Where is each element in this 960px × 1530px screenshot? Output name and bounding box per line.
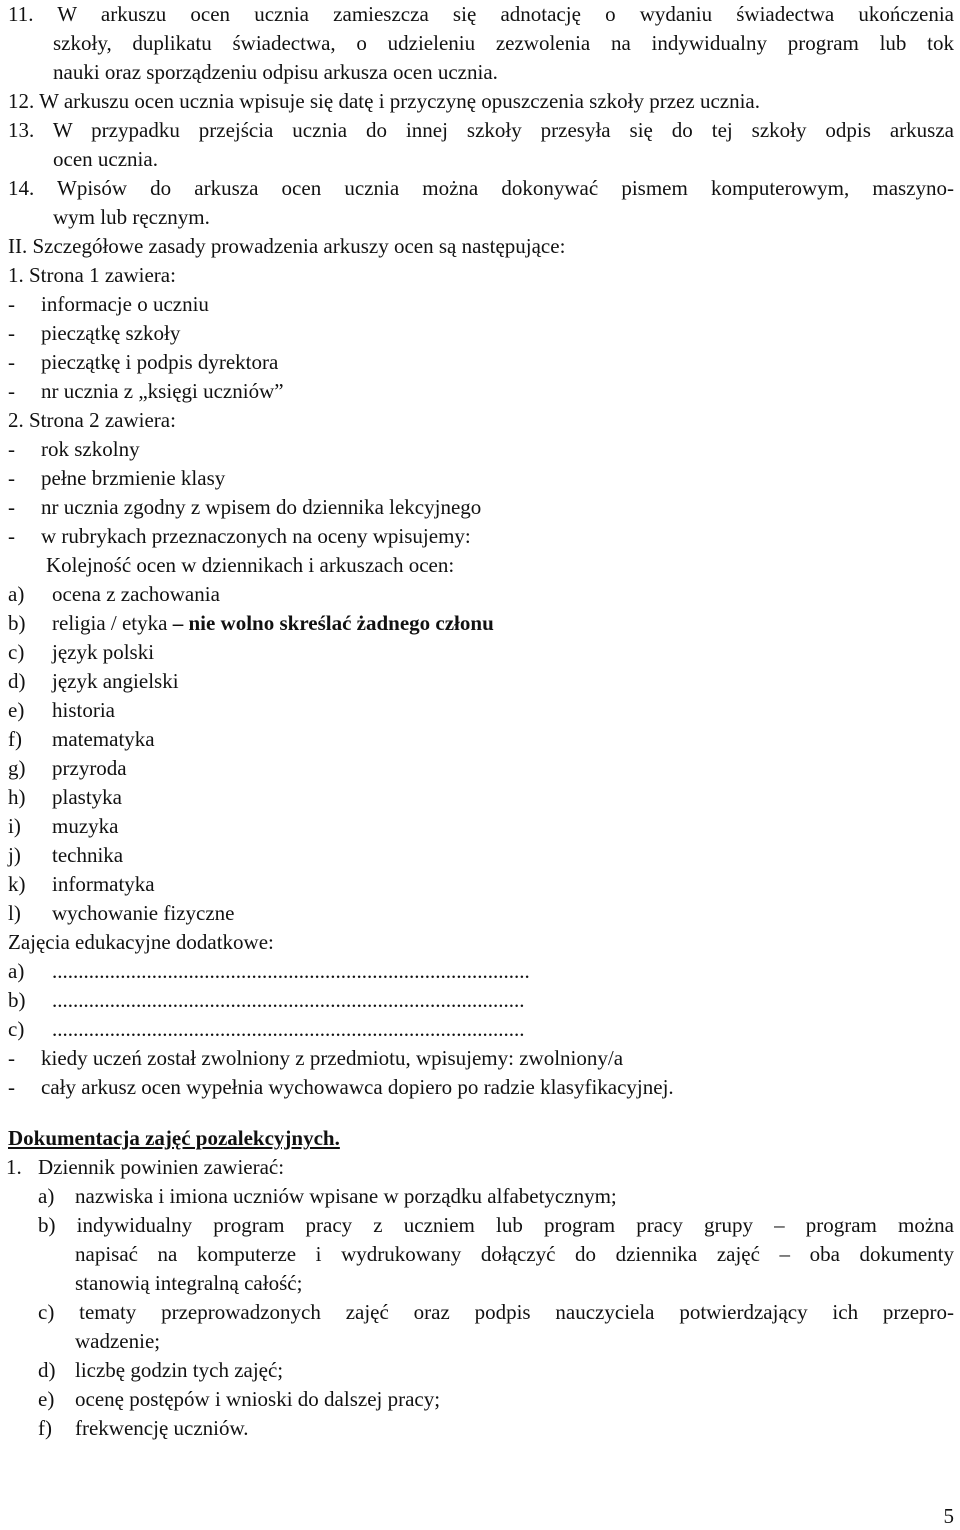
subject-item: d) język angielski xyxy=(8,669,179,693)
extra-class-blank: c) .......................................................................................... xyxy=(8,1017,525,1041)
doc-item-b-line-3: stanowią integralną całość; xyxy=(75,1271,303,1295)
doc-item-b-line-1: b) indywidualny program pracy z uczniem lub program pracy grupy – program można xyxy=(38,1213,954,1237)
page-1-item: - nr ucznia z „księgi uczniów” xyxy=(8,379,284,403)
doc-point-1: 1. Dziennik powinien zawierać: xyxy=(6,1155,285,1179)
doc-item-c-line-2: wadzenie; xyxy=(75,1329,161,1353)
subject-item: l) wychowanie fizyczne xyxy=(8,901,235,925)
section-2-heading: II. Szczegółowe zasady prowadzenia arkuszy ocen są następujące: xyxy=(8,234,566,258)
page-2-item: - rok szkolny xyxy=(8,437,140,461)
doc-item-a: a) nazwiska i imiona uczniów wpisane w porządku alfabetycznym; xyxy=(38,1184,617,1208)
subject-item: a) ocena z zachowania xyxy=(8,582,220,606)
doc-item-d: d) liczbę godzin tych zajęć; xyxy=(38,1358,284,1382)
para-11-line-2: szkoły, duplikatu świadectwa, o udzieleniu zezwolenia na indywidualny program lub tok xyxy=(53,31,954,55)
note-item: - cały arkusz ocen wypełnia wychowawca dopiero po radzie klasyfikacyjnej. xyxy=(8,1075,674,1099)
para-14-line-2: wym lub ręcznym. xyxy=(53,205,210,229)
page-2-item: - nr ucznia zgodny z wpisem do dziennika lekcyjnego xyxy=(8,495,482,519)
extra-class-blank: b) .......................................................................................... xyxy=(8,988,525,1012)
para-12: 12. W arkuszu ocen ucznia wpisuje się datę i przyczynę opuszczenia szkoły przez ucznia. xyxy=(8,89,760,113)
doc-item-c-line-1: c) tematy przeprowadzonych zajęć oraz podpis nauczyciela potwierdzający ich przepro- xyxy=(38,1300,955,1324)
page-1-title: 1. Strona 1 zawiera: xyxy=(8,263,176,287)
subject-item: k) informatyka xyxy=(8,872,155,896)
note-item: - kiedy uczeń został zwolniony z przedmiotu, wpisujemy: zwolniony/a xyxy=(8,1046,624,1070)
subject-item: g) przyroda xyxy=(8,756,127,780)
doc-item-e: e) ocenę postępów i wnioski do dalszej pracy; xyxy=(38,1387,441,1411)
subject-item: j) technika xyxy=(8,843,124,867)
para-13-line-1: 13. W przypadku przejścia ucznia do innej szkoły przesyła się do tej szkoły odpis arkusza xyxy=(8,118,954,142)
page-1-item: - informacje o uczniu xyxy=(8,292,209,316)
para-11-line-1: 11. W arkuszu ocen ucznia zamieszcza się adnotację o wydaniu świadectwa ukończenia xyxy=(8,2,954,26)
doc-item-f: f) frekwencję uczniów. xyxy=(38,1416,249,1440)
subject-item: f) matematyka xyxy=(8,727,155,751)
subject-item: i) muzyka xyxy=(8,814,119,838)
page-number: 5 xyxy=(943,1504,954,1528)
subject-item: c) język polski xyxy=(8,640,155,664)
page-2-item: - pełne brzmienie klasy xyxy=(8,466,226,490)
subject-item: h) plastyka xyxy=(8,785,122,809)
page-2-title: 2. Strona 2 zawiera: xyxy=(8,408,176,432)
emphasis-note: – nie wolno skreślać żadnego członu xyxy=(172,611,494,635)
page-2-item: - w rubrykach przeznaczonych na oceny wpisujemy: xyxy=(8,524,471,548)
subject-item: b) religia / etyka – nie wolno skreślać żadnego członu xyxy=(8,611,494,635)
page-1-item: - pieczątkę szkoły xyxy=(8,321,181,345)
page-1-item: - pieczątkę i podpis dyrektora xyxy=(8,350,279,374)
grade-order-title: Kolejność ocen w dziennikach i arkuszach ocen: xyxy=(46,553,455,577)
para-14-line-1: 14. Wpisów do arkusza ocen ucznia można dokonywać pismem komputerowym, maszyno- xyxy=(8,176,954,200)
doc-heading: Dokumentacja zajęć pozalekcyjnych. xyxy=(8,1126,340,1150)
extra-class-blank: a) ........................................................................................... xyxy=(8,959,530,983)
para-13-line-2: ocen ucznia. xyxy=(53,147,158,171)
extra-classes-title: Zajęcia edukacyjne dodatkowe: xyxy=(8,930,274,954)
subject-item: e) historia xyxy=(8,698,115,722)
doc-item-b-line-2: napisać na komputerze i wydrukowany dołączyć do dziennika zajęć – oba dokumenty xyxy=(75,1242,954,1266)
para-11-line-3: nauki oraz sporządzeniu odpisu arkusza ocen ucznia. xyxy=(53,60,498,84)
